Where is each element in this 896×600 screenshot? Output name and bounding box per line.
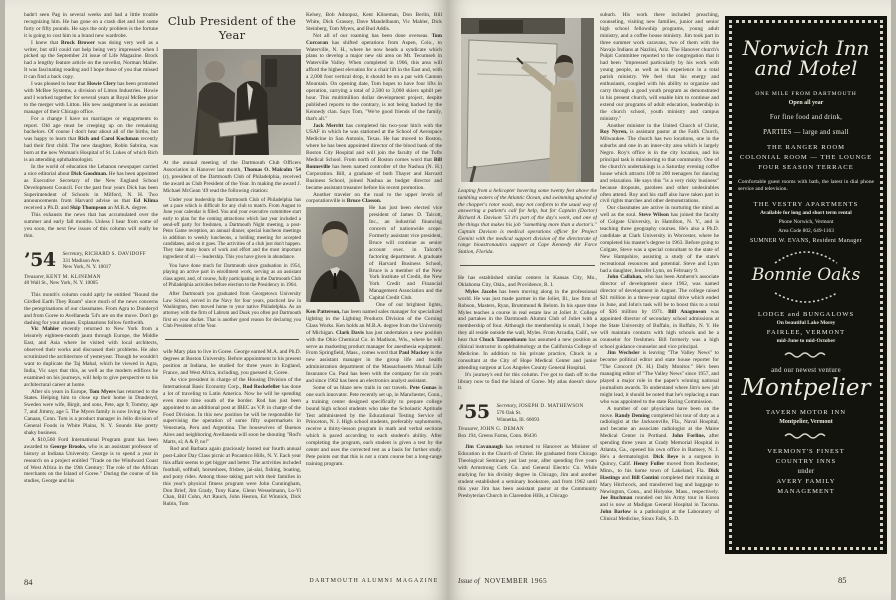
treasurer-address: Box 194, Greens Farms, Conn. 06436	[458, 432, 537, 439]
feature-intro: At the annual meeting of the Dartmouth Club Officers Association in Hanover last month, Thomas O. Malcolm '54 (r), president of the Dartmouth Club of Philadelphia, received the award as Club President of the Year. In making the award J. Michael McGean '49 read the following citation:	[163, 160, 301, 194]
paragraph: hadn't seen Pag in several weeks and had a little trouble recognizing him. He has gone on a crash diet and lost some forty or fifty pounds. He says the only problem is the fortune it is going to cost him in a brand new wardrobe.	[24, 12, 158, 39]
norwich-title-line2: and Motel	[754, 56, 858, 81]
class-notes-text	[600, 12, 719, 523]
avery-tagline-1: VERMONT'S FINEST	[767, 447, 845, 455]
norwich-title-line1: Norwich Inn	[742, 36, 870, 60]
paragraph: It's journey's end for this column. I've got to dash off to the library now to find the Island of Goree. My atlas doesn't show it.	[458, 371, 597, 392]
class-1955-text	[458, 444, 597, 499]
classon-item	[306, 205, 442, 302]
class-secretary-block	[63, 251, 146, 271]
avery-tagline-4: AVERY FAMILY	[776, 477, 836, 485]
treasurer-label: Treasurer,	[24, 273, 45, 280]
hotel-advertisement	[725, 16, 887, 554]
secretary-name: RICHARD S. DAVIDOFF	[84, 250, 146, 257]
norwich-manager-line: SUMNER W. EVANS, Resident Manager	[750, 237, 862, 244]
montpelier-intro-line: and our newest venture	[771, 367, 841, 375]
paragraph: A $10,560 Ford International Program grant has been awarded to George Brooks, who is an assistant professor of history at Indiana University. George is to spend a year in research on a project entitled "Trade on the Windward Coast of West Africa in the 19th Century: The role of the African merchants on the Island of Goree." During the course of his studies, George and his	[24, 436, 158, 485]
paragraph: Myles Jacobs has been moving along in the professional world. He was just made partner in the Joliet, Ill., law firm of Robson, Masters, Ryan, Brummund & Belom. In his spare time Myles teaches a course in real estate law at Joliet Jr. College and partakes in the Dartmouth Alumni Club of Joliet with a membership of four. Although the membership is small, I hope they all reside outside the wall, Myles. From Arcadia, Calif., we hear that Chuck Tannenbaum has assumed a new position as clinical instructor in ophthalmology at the California College of Medicine. In addition to his private practice, Chuck is a consultant at the City of Hope Medical Center and junior attending surgeon at Los Angeles County General Hospital.	[458, 288, 597, 371]
secretary-address-1: 331 Madison Ave.	[62, 257, 101, 264]
paragraph: Jack Merritt has completed his two-year hitch with the USAF in which he was stationed at the School of Aerospace Medicine in San Antonio, Texas. He has moved to Boston, where he has been appointed director of the blood bank of the Boston City Hospital and will join the faculty of the Tufts Medical School. From north of Boston comes word that Bill Bonneville has been named controller of the Nashua (N. H.) Corporation. Bill, a graduate of both Thayer and Harvard Business School, joined Nashua as budget director and became assistant treasurer before his recent promotion.	[306, 122, 442, 191]
issue-footer-date: NOVEMBER 1965	[484, 577, 548, 585]
class-notes-text	[306, 302, 442, 468]
norwich-colonial-room: COLONIAL ROOM — THE LOUNGE	[739, 153, 873, 161]
left-column-2	[163, 12, 301, 564]
norwich-terrace: FOUR SEASON TERRACE	[758, 163, 854, 171]
montpelier-location-line: Montpelier, Vermont	[779, 418, 833, 425]
paragraph: I was pleased to hear that Howie Clery has been promoted with McBee Systems, a division of Litton Industries. Howie and I worked together for several years at Royal McBee prior to the merger with Litton. His new assignment is as assistant manager of their Chicago office.	[24, 81, 158, 115]
paragraph: In the world of education the Lebanon newspaper carried a nice editorial about Dick Goodman. He has been appointed as Executive Secretary of the New England School Development Council. For the past four years Dick has been Superintendent of Schools in Milford, N. H. Two announcements from Harvard advise us that Ed Klima received a Ph.D. and Skip Thompson an M.B.A. degree.	[24, 163, 158, 212]
secretary-name: JOSEPH D. MATHEWSON	[518, 403, 584, 410]
paragraph: A number of our physicians have been on the move. Randy Deming completed his tour of duty as a radiologist at the Jacksonville, Fla., Naval Hospital, and became an associate radiologist at the Maine Medical Center in Portland. John Forline, after spending three years at Grady Memorial Hospital in Atlanta, Ga., opened his own office in Ramsey, N. J. He's a dermatologist. Dick Beye is a surgeon in Quincy, Calif. Henry Fuller moved from Rochester, Minn., to his home town of Lakeland, Fla. Dick Hastings and Bill Contini completed their training at Mary Hitchcock, and transferred bag and baggage to Newington, Conn., and Holyoke, Mass., respectively. Joe Buchman rounded out his Army tour in Korea and is now at Madigan General Hospital in Tacoma. John Barlow is a pathologist at the Laboratory of Clinical Medicine, Sioux Falls, S. D.	[600, 405, 719, 523]
citation-text	[163, 198, 301, 331]
issue-footer-prefix: Issue of	[458, 577, 480, 585]
paragraph: Rod and Barbara again graciously hosted our fourth annual post-Labor Day Class picnic at Pocantico Hills, N. Y. Each year this affair seems to get bigger and better. The activities included football, softball, horseshoes, frisbee, jai-alai, fishing, boating, and pony rides. Among those taking part with their families in this year's physical fitness program were John Cunningham, Don Brief, Jim Grady, Tony Kane, Glenn Wesselmann, Lo-Yi Chan, Bill Cohn, Art Rauch, John Heston, Ed Winnick, Dick Rubin, Tom	[163, 446, 301, 508]
class-treasurer-block	[458, 426, 597, 439]
bonnie-location-line: FAIRLEE, VERMONT	[766, 329, 846, 337]
right-page	[448, 0, 891, 600]
wreath-ornament	[771, 291, 841, 303]
right-column-1	[458, 12, 597, 564]
classon-intro: Another traveler on the road to the upper levels of corporationville is Bruce Classon.	[306, 191, 442, 205]
classon-body: He has just been elected vice president of James D. Talcott, Inc., an industrial financing concern of nationwide scope. Formerly assistant vice president, Bruce will continue as senior account exec. in Talcott's factoring department. A graduate of Harvard Business School, Bruce is a member of the New York Institute of Credit, the New York Credit and Financial Management Association and the Capital Credit Club.	[369, 205, 442, 302]
vestry-rental-line: Available for long and short term rental	[760, 209, 852, 216]
treasurer-address: 40 Wall St., New York, N. Y. 10005	[24, 280, 98, 287]
vestry-apartments-title: THE VESTRY APARTMENTS	[753, 200, 859, 208]
paragraph: Not all of our roaming has been done overseas. Tom Corcoran has shifted operations from Aspen, Colo., to Waterville, N. H., where he now heads a syndicate which plans to develop a major new ski area on Mt. Tecumseh in Waterville Valley. When completed in 1966, this area will afford the highest elevation for a chair lift in the East and, with a 2,000 foot vertical drop, it should be on a par with Cannon Mountain. On opening date, Tom hopes to have four lifts in operation, carrying a total of 2,500 to 3,000 skiers uphill per hour. This multimillion dollar development project, despite published reports to the contrary, is not being backed by the Kennedy clan. Says Tom, "We're good friends of the family, that's all."	[306, 32, 442, 122]
feature-headline: Club President of the Year	[167, 14, 297, 42]
left-page-number: 84	[24, 577, 33, 587]
section-divider	[460, 265, 595, 266]
paragraph: Jim Wechsler is leaving "The Valley News" to become political editor and state house reporter for "The Concord (N. H.) Daily Monitor." He's been managing editor of "The Valley News" since 1957, and played a major role in the paper's winning national journalism awards. To understand where Jim's new job might lead, it should be noted that he's replacing a man who was appointed to the state Racing Commission.	[600, 350, 719, 405]
paragraph: For a change I have no marriages or engagements to report. Old age must be creeping up on the remaining bachelors. Of course I don't hear about all of the births, but was happy to learn that Rich and Carol Kochman recently had their first child. The new daughter, Robin Sabrina, was born at the new Woman's Hospital of St. Lukes of which Rich is an attending ophthalmologist.	[24, 115, 158, 164]
photo-caption: Leaping from a helicopter hovering some twenty feet above the tumbling waters of the Atlantic Ocean, and swimming upwind of the chopper's rotor wash, may not conform to the usual way of answering a patient's call for help, but for Captain (Doctor) Richard A. Davison '53 it's part of the day's work, and one of the things that makes his job "something more than a doctor's." Captain Davison is medical operations officer for Project Gemini with the medical support division of the directorate of range bioastronautics support at Cape Kennedy Air Force Station, Florida.	[458, 188, 597, 256]
section-divider	[165, 339, 299, 340]
norwich-food-line: For fine food and drink,	[769, 113, 843, 121]
paragraph: As vice president in charge of the Housing Division of the International Basic Economy Corp., Rod Rockefeller has done a lot of traveling to Latin America. Now he will be spending even more time south of the border. Rod has just been appointed to an additional post at IBEC as V.P. in charge of the Food Division. In this new position he will be responsible for supervising the operation of some fifty supermarkets in Venezuela, Peru and Argentina. The housewives of Buenos Aires and neighboring Avellaneda will soon be shouting "Rod's Marts, sí; A & P, no!"	[163, 377, 301, 446]
squiggle-ornament	[784, 351, 828, 359]
class-notes-text	[24, 12, 158, 240]
paragraph: You have done much for Dartmouth since graduation in 1954, playing an active part in enrollment work, serving as an assistant class agent, and, of course, fully participating in the Dartmouth Club of Philadelphia activities before election to the Presidency in 1964.	[163, 263, 301, 288]
paragraph: wife Mary plan to live in Goree. George earned M.A. and Ph.D. degrees at Boston University. Before appointment to his present position at Indiana, he studied for three years in England, France, and West Africa, including, you guessed it, Goree.	[163, 349, 301, 377]
norwich-rooms-text: Comfortable guest rooms with bath, the latest in dial phone service and television.	[738, 178, 874, 192]
class-secretary-block	[497, 403, 584, 423]
secretary-label: Secretary,	[496, 403, 518, 410]
paragraph: Under your leadership the Dartmouth Club of Philadelphia has set a pace which is difficult for any club to match. From August to June your calendar is filled. You and your executive committee start early to plan for the coming attractions which last year included a send-off party for freshmen, a Dartmouth Night meeting, a post-Penn Game reception, an annual dinner, special luncheon meetings in addition to weekly luncheons, a holding meeting for accepted candidates, and on it goes. The activities of a club just don't happen. They take many hours of work and effort and the most important ingredient of all — leadership. This you have given in abundance.	[163, 197, 301, 260]
class-1955-header	[458, 403, 597, 423]
treasurer-label: Treasurer,	[458, 426, 479, 433]
treasurer-name: JOHN G. DEMAN	[480, 426, 524, 433]
norwich-phone-line1: Phone Norwich, Vermont	[778, 218, 834, 225]
norwich-parties-line: PARTIES — large and small	[763, 128, 849, 136]
treasurer-name: KENT M. KLINEMAN	[46, 273, 101, 280]
paragraph: I knew that Brock Brower was doing very well as a writer, but still could not help being very impressed when I picked up the September 24 issue of Life Magazine. Brock had a lengthy feature article on the novelist, Norman Mailer. It was fascinating reading and I hope those of you that missed it can find a back copy.	[24, 39, 158, 81]
issue-footer	[458, 577, 547, 585]
wreath-ornament	[771, 251, 841, 265]
left-page	[5, 0, 448, 600]
norwich-inn-title	[738, 38, 874, 79]
paragraph: Another minister in the United Church of Christ, Roy Nyren, is assistant pastor at the Faith Church, Milwaukee. The church has two locations, one in the suburbs and one in an inner-city area which is largely Negro. Roy's office is in the city location, and his principal task is ministering to that community. One of the church's undertakings is a Saturday evening coffee house which attracts 100 to 200 teenagers for dancing and relaxation. He says this "is a very risky business" because dropouts, parolees and other undesirables often attend. Roy and his staff also have taken part in civil rights marches and other demonstrations.	[600, 122, 719, 205]
bonnie-lake-line: On beautiful Lake Morey	[776, 320, 836, 327]
paragraph: After six years in Europe, Tom Myers has returned to the States. Helping him to close up their home in Dunderyd, Sweden were wife, Birgit, and sons, Pete, age 9, Tommy, age 7, and Jimmy, age 5. The Myers family is now living in New Canaan, Conn. Tom is a product manager in Jello division of General Foods in White Plains, N. Y. Sounds like pretty shaky business.	[24, 388, 158, 436]
class-1954-header	[24, 248, 158, 271]
class-year-label: ’55	[458, 401, 490, 424]
norwich-ranger-room: THE RANGER ROOM	[766, 143, 845, 151]
paragraph: Some of us blaze new trails in our travels. Pete Gunas is one such innovator. Pete recently set up, in Manchester, Conn., a training center designed specifically to prepare college bound high school students who take the Scholastic Aptitude Test administered by the Educational Testing Service of Princeton, N. J. High school students, preferably sophomores, receive a thirty-lesson program in math and verbal sections which is paced according to each student's ability. After completing the program, each student is given a test by the center and uses the corrected test as a basis for further study. Pete points out that this is not a cram course but a long-range training program.	[306, 384, 442, 467]
class-notes-text	[458, 275, 597, 392]
paragraph: Our classmates are active in nurturing the mind as well as the soul. Steve Wilson has joined the faculty of Colgate University, in Hamilton, N. Y., and is teaching three geography courses. He's also a Ph.D. candidate at Clark University in Worcester, where he completed his master's degree in 1963. Before going to Colgate, Steve was a special consultant to the state of New Hampshire, assisting a study of the state's recreational resources and potential. Steve and Lynn had a daughter, Jennifer Lynn, on February 9.	[600, 205, 719, 274]
paragraph: This exhausts the news that has accumulated over the summer and early fall months. Unless I hear from some of you soon, the next few issues of this column will really be thin.	[24, 212, 158, 239]
davison-helicopter-story-photo	[461, 18, 594, 182]
montpelier-title: Montpelier	[741, 375, 871, 402]
right-page-number: 85	[838, 575, 847, 585]
avery-tagline-2: COUNTRY INNS	[775, 457, 837, 465]
magazine-footer: DARTMOUTH ALUMNI MAGAZINE	[309, 578, 439, 584]
montpelier-tavern-line: TAVERN MOTOR INN	[765, 408, 847, 416]
avery-tagline-3: under	[797, 467, 815, 475]
paragraph: Kelsey, Bob Adnopoz, Kent Klineman, Don Berlin, Bill White, Dick Grassey, Dave Mandelbaum, Vic Mahler, Dick Steinberg, Tom Myers, and Bud Addis.	[306, 12, 442, 32]
norwich-open-line: Open all year	[788, 99, 824, 106]
secretary-label: Secretary,	[62, 250, 84, 257]
avery-tagline-5: MANAGEMENT	[777, 487, 835, 495]
bonnie-lodge-line: LODGE and BUNGALOWS	[757, 311, 855, 319]
paragraph: Vic Mahler recently returned to New York from a leisurely eighteen-month jaunt through Europe, the Middle East, and Asia where he visited with local architects, observed their works and discussed their problems. He also scrutinized the architecture of yesteryear. Though he wouldn't want to duplicate the Taj Mahal, which he viewed in Agra, India, Vic says that this, as well as the modern edifices he examined on his journeys, will help to give perspective to his architectural career at home.	[24, 326, 158, 388]
squiggle-ornament	[784, 432, 828, 440]
paragraph: suburb. His work there included preaching, counseling, visiting new families, junior and senior high school fellowship programs, young adult ministry, and a coffee house ministry. Jim took part in three summer work caravans, two of them with the Navajo Indians at Nazlini, Ariz. The Hanover church's Pulpit Committee reported to the congregation that it had been "impressed particularly by his work with young people, as well as his experience in a total parish ministry. We feel that his energy and enthusiasm, coupled with his ability to organize and carry through a good youth program as demonstrated in his present church, will enable him to continue and extend our programs of adult education, leadership in the church school, youth ministry and campus ministry."	[600, 12, 719, 122]
secretary-address-2: New York, N. Y. 10017	[62, 264, 111, 271]
paragraph: One of our brightest lights, Ken Patterson, has been named sales manager for specialized lighting in the Lighting Products Division of the Corning Glass Works. Ken holds an M.B.A. degree from the University of Michigan. Clark Davis has just undertaken a new position with the Ohio Chemical Co. in Madison, Wis., where he will serve as marketing product manager for anesthesia equipment. From Springfield, Mass., comes word that Paul Mackey is the new assistant manager in the group life and health administration department of the Massachusetts Mutual Life Insurance Co. Paul has been with the company for six years and since 1962 has been an electronics analyst assistant.	[306, 302, 442, 385]
classon-portrait-photo	[306, 207, 364, 302]
award-presentation-photo	[163, 49, 301, 155]
advertisement-content	[725, 16, 887, 505]
class-1954-text	[24, 292, 158, 485]
secretary-address-1: 576 Oak St.	[496, 409, 522, 416]
bonnie-season-line: mid-June to mid-October	[776, 338, 836, 345]
paragraph: Jim Cavanaugh has returned to Hanover as Minister of Education in the Church of Christ. He graduated from Chicago Theological Seminary just last year, after spending five years with Armstrong Cork Co. and General Electric Co. While studying for his divinity degree in Chicago, Jim and another student established a seminary bookstore, and from 1962 until this year Jim has been assistant pastor at the Community Presbyterian Church in Clarendon Hills, a Chicago	[458, 444, 597, 499]
class-treasurer-block	[24, 274, 158, 287]
column-continuation	[163, 349, 301, 508]
paragraph: He has established similar centers in Kansas City, Mo., Oklahoma City, Okla., and Providence, R. I.	[458, 274, 597, 288]
paragraph: John Callahan, who has been Amherst's associate director of development since 1962, was named director of development in August. The college raised $21 million in a three-year capital drive which ended in June, and John's task will be to boost this to a total of $36 million by 1971. Bill Anagnoson was appointed director of secondary school admissions at the State University of Buffalo, in Buffalo, N. Y. He will maintain contacts with high schools and be a counselor for freshmen. Bill formerly was a high school guidance counselor and vice principal.	[600, 274, 719, 350]
class-notes-text	[306, 12, 442, 192]
right-column-2	[600, 12, 719, 552]
class-year-label: ’54	[24, 248, 56, 271]
paragraph: After Dartmouth you graduated from Georgetown University Law School, served in the Navy for four years, practiced law in Washington, then moved home to your native Philadelphia. As an attorney with the firm of Labrum and Doak you often put Dartmouth first on your docket. That is another good reason for declaring you Club President of the Year.	[163, 292, 301, 330]
norwich-distance-line: ONE MILE FROM DARTMOUTH	[755, 90, 857, 97]
bonnie-oaks-title: Bonnie Oaks	[751, 264, 861, 285]
norwich-phone-line2: Area Code 802, 649-1163	[778, 227, 834, 234]
left-column-1	[24, 12, 158, 564]
paragraph: This month's column could aptly be entitled "Round the Girdled Earth They Roam" since much of the news concerns the peregrinations of our classmates. From Agra to Dunderyd and from Goree to Avellaneda '54's are on the move. Don't go dashing for your atlases. Explanations follow forthwith.	[24, 291, 158, 326]
secretary-address-2: Winnetka, Ill. 60093	[496, 416, 540, 423]
left-column-3	[306, 12, 442, 564]
